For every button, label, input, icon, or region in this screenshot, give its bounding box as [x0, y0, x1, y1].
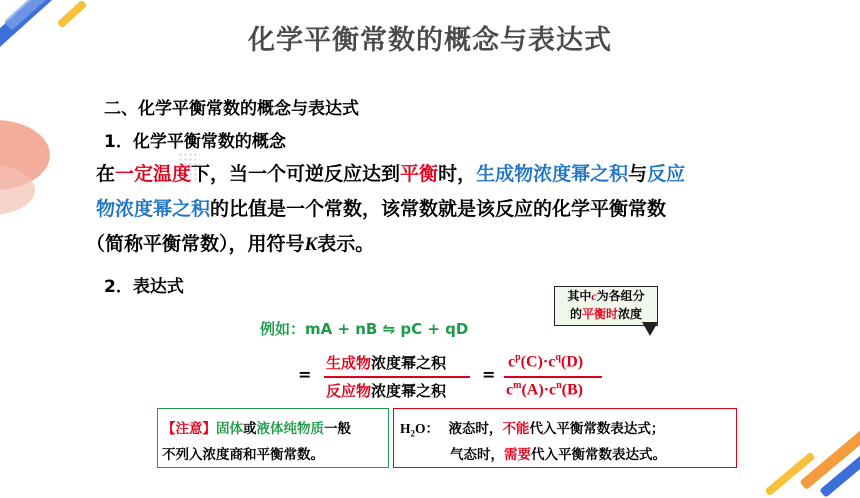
symbol-c: c [591, 289, 597, 303]
text: p [515, 352, 521, 363]
slide-title: 化学平衡常数的概念与表达式 [248, 25, 612, 56]
text: n [556, 380, 562, 391]
keyword-must: 需要 [504, 447, 531, 463]
text: 生成物 [326, 354, 372, 372]
keyword-solid: 固体 [216, 421, 243, 437]
note-box-water [393, 408, 737, 468]
keyword-equilibrium: 平衡 [400, 163, 439, 185]
text: 代入平衡常数表达式。 [531, 447, 666, 463]
callout-pointer [642, 322, 658, 336]
section-heading: 二、化学平衡常数的概念与表达式 [104, 99, 359, 119]
note-line-1 [162, 417, 351, 437]
formula-denominator-words [326, 380, 446, 401]
text: 气态时， [450, 447, 504, 463]
text: 浓度幂之积 [371, 382, 447, 400]
text: （简称平衡常数），用符号 [86, 233, 305, 255]
text: H [400, 421, 411, 436]
formula-numerator-words [326, 352, 446, 373]
keyword-product-concentration: 生成物浓度幂之积 [476, 163, 629, 185]
text: c [506, 381, 514, 399]
keyword-temperature: 一定温度 [115, 163, 192, 185]
text: 在 [96, 163, 116, 185]
decor-stripe [799, 411, 860, 490]
text: 的 [569, 307, 582, 321]
text: 浓度幂之积 [371, 354, 447, 372]
formula-denominator-symbols [506, 380, 583, 399]
text: 2 [410, 428, 416, 439]
fraction-bar [324, 376, 470, 378]
text: (B) [561, 381, 583, 399]
subsection-expression: 2．表达式 [104, 277, 184, 297]
text: 一般 [324, 421, 351, 437]
note-line-2: 不列入浓度商和平衡常数。 [162, 447, 324, 463]
text: 浓度 [618, 307, 643, 321]
text: 反应物 [326, 382, 372, 400]
text: O： [415, 421, 440, 436]
keyword-reactant-concentration: 物浓度幂之积 [96, 198, 211, 220]
text: (C)·c [520, 353, 556, 371]
definition-line-3 [86, 227, 374, 262]
note-water-line-2 [450, 443, 666, 463]
subsection-concept: 1．化学平衡常数的概念 [104, 132, 286, 152]
example-reaction: 例如：mA + nB ⇋ pC + qD [260, 320, 469, 338]
text: m [513, 380, 522, 391]
text: q [555, 352, 561, 363]
keyword-equilibrium-time: 平衡时 [581, 307, 618, 321]
text: 时， [438, 163, 477, 185]
definition-line-1 [96, 157, 685, 192]
text: 其中 [567, 289, 592, 303]
text: c [508, 353, 516, 371]
text: 或 [243, 421, 257, 437]
text: 表示。 [317, 233, 375, 255]
note-water-line-1 [400, 417, 664, 439]
callout-box [554, 286, 658, 326]
formula-numerator-symbols [508, 352, 583, 371]
text: 与 [628, 163, 648, 185]
keyword-cannot: 不能 [502, 421, 530, 437]
text: 代入平衡常数表达式； [529, 421, 665, 437]
keyword-pure-liquid: 液体纯物质 [256, 421, 324, 437]
text: 液态时， [448, 421, 503, 437]
symbol-k: K [304, 234, 318, 255]
equals-sign: = [298, 365, 312, 384]
note-label: 【注意】 [162, 421, 216, 437]
text: (A)·c [521, 381, 557, 399]
text: 为各组分 [596, 289, 645, 303]
equals-sign: = [482, 365, 496, 384]
fraction-bar [504, 376, 602, 378]
note-box-solids [157, 408, 389, 468]
text: 下，当一个可逆反应达到 [191, 163, 401, 185]
text: (D) [560, 353, 584, 371]
definition-line-2 [96, 192, 666, 227]
keyword-reactant: 反应 [647, 163, 686, 185]
text: 的比值是一个常数，该常数就是该反应的化学平衡常数 [210, 198, 667, 220]
